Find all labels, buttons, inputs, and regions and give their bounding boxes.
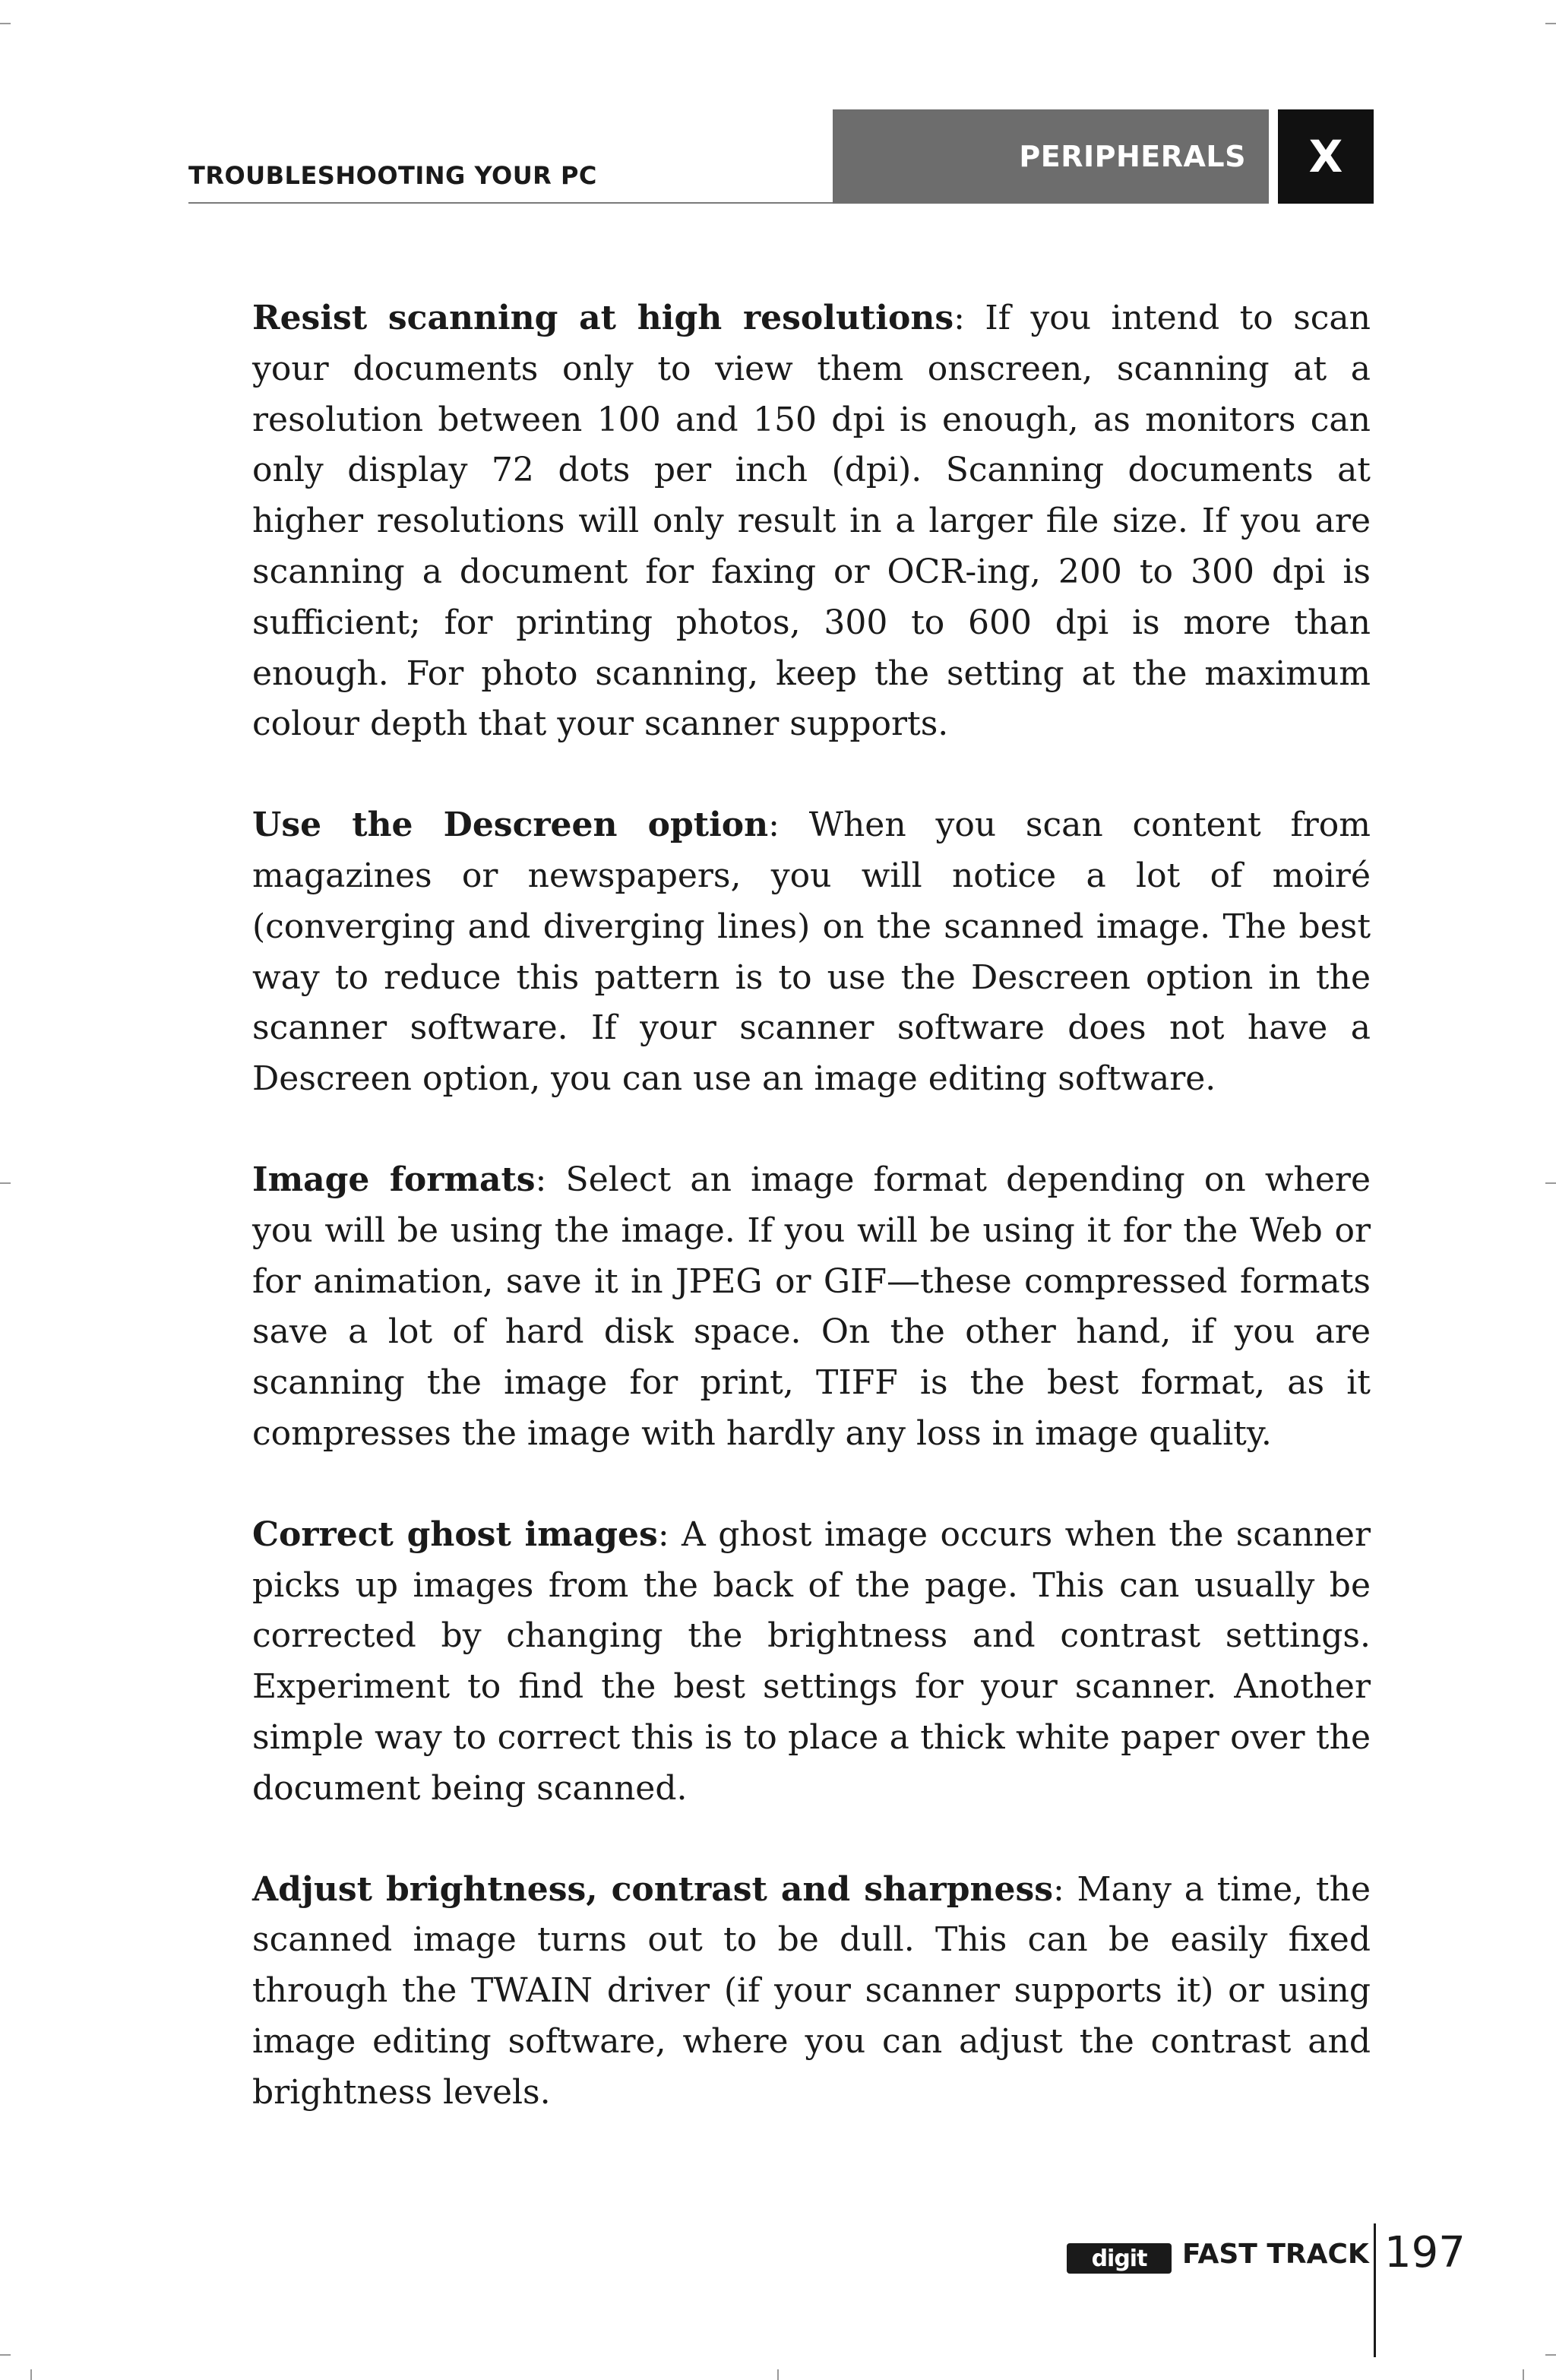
paragraph-term: Use the Descreen option <box>252 805 769 845</box>
crop-mark <box>30 2369 32 2380</box>
page-content <box>252 293 1371 2169</box>
paragraph <box>252 1865 1371 2119</box>
page-number: 197 <box>1384 2228 1466 2277</box>
paragraph-term: Image formats <box>252 1160 536 1199</box>
crop-mark <box>0 23 11 24</box>
digit-logo-text: digit <box>1091 2245 1147 2272</box>
paragraph <box>252 1510 1371 1815</box>
section-tab <box>833 109 1269 204</box>
crop-mark <box>1545 2354 1556 2356</box>
paragraph-body: : When you scan content from magazines or newspapers, you will notice a lot of moiré (converging and diverging lines) on the scanned image. The best way to reduce this pattern is to use the Descreen option in the scanner software. If your scanner software does not have a Descreen option, you can use an image editing software. <box>252 805 1371 1099</box>
crop-mark <box>1523 2369 1524 2380</box>
header-rule <box>188 202 834 204</box>
paragraph-body: : If you intend to scan your documents only to view them onscreen, scanning at a resolution between 100 and 150 dpi is enough, as monitors can only display 72 dots per inch (dpi). Scanning documents at higher resolutions will only result in a larger file size. If you are scanning a document for faxing or OCR-ing, 200 to 300 dpi is sufficient; for printing photos, 300 to 600 dpi is more than enough. For photo scanning, keep the setting at the maximum colour depth that your scanner supports. <box>252 299 1371 744</box>
paragraph-term: Resist scanning at high resolutions <box>252 299 954 337</box>
paragraph-body: : Many a time, the scanned image turns out to be dull. This can be easily fixed through the TWAIN driver (if your scanner supports it) or using image editing software, where you can adjust the contrast and brightness levels. <box>252 1869 1371 2112</box>
footer-brand: FAST TRACK <box>1182 2239 1369 2270</box>
chapter-marker-label: X <box>1308 131 1343 182</box>
crop-mark <box>1545 23 1556 24</box>
digit-logo <box>1067 2243 1172 2274</box>
crop-mark <box>777 2369 779 2380</box>
chapter-marker <box>1278 109 1374 204</box>
paragraph-term: Adjust brightness, contrast and sharpness <box>252 1869 1053 1909</box>
paragraph <box>252 1155 1371 1460</box>
footer-rule <box>1374 2223 1376 2357</box>
crop-mark <box>0 1182 11 1184</box>
paragraph <box>252 800 1371 1105</box>
crop-mark <box>0 2354 11 2356</box>
running-title: TROUBLESHOOTING YOUR PC <box>188 161 597 190</box>
paragraph-body: : A ghost image occurs when the scanner picks up images from the back of the page. This can usually be corrected by changing the brightness and contrast settings. Experiment to find the best settings for your scanner. Another simple way to correct this is to place a thick white paper over the document being scanned. <box>252 1514 1371 1808</box>
paragraph-term: Correct ghost images <box>252 1514 658 1554</box>
section-tab-label: PERIPHERALS <box>1019 140 1246 173</box>
crop-mark <box>1545 1182 1556 1184</box>
paragraph <box>252 293 1371 750</box>
paragraph-body: : Select an image format depending on where you will be using the image. If you will be using it for the Web or for animation, save it in JPEG or GIF—these compressed formats save a lot of hard disk space. On the other hand, if you are scanning the image for print, TIFF is the best format, as it compresses the image with hardly any loss in image quality. <box>252 1160 1371 1453</box>
